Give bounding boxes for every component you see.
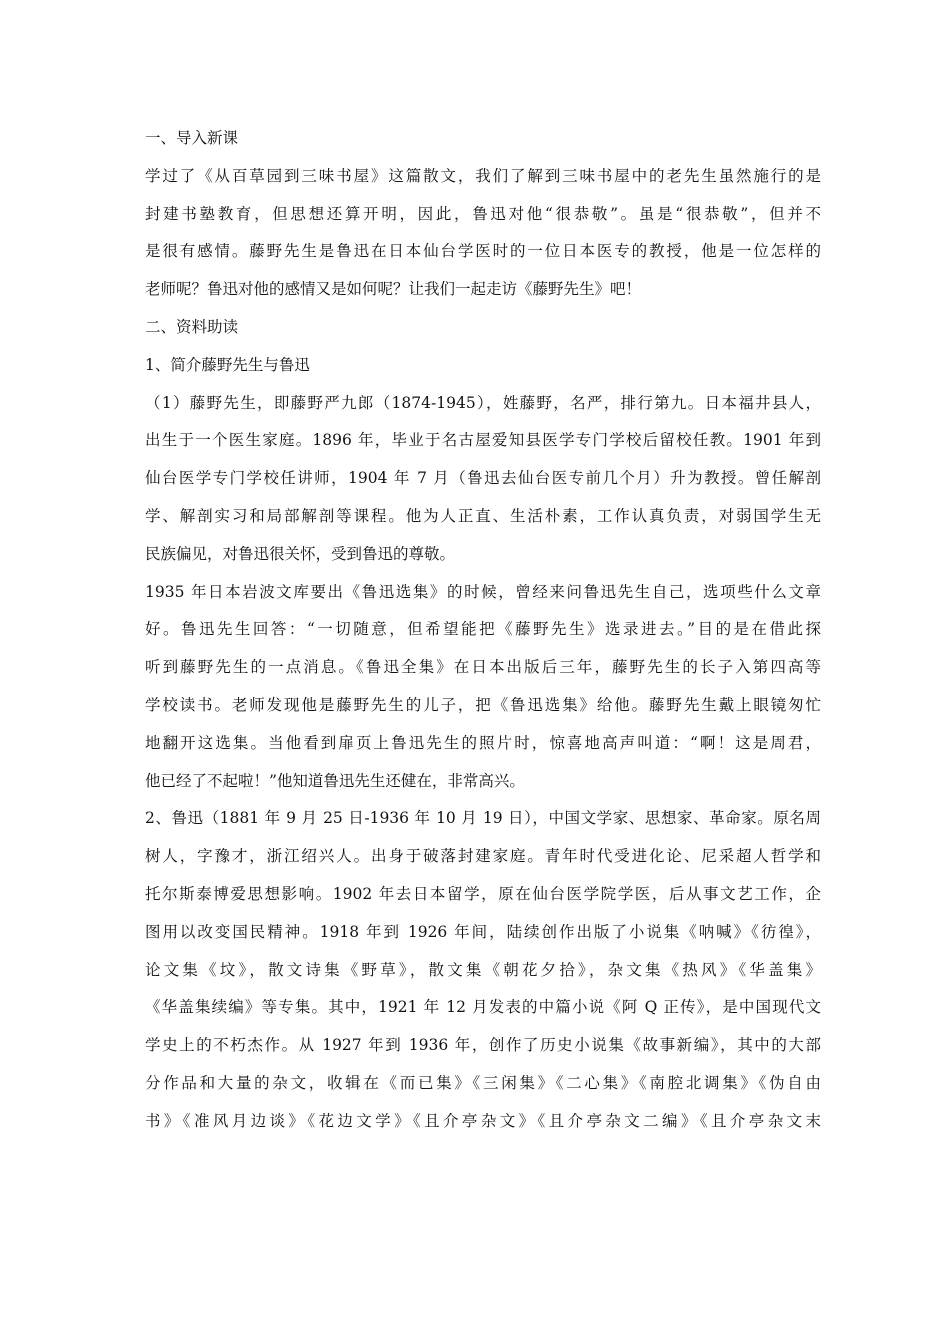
paragraph-line xyxy=(145,460,821,498)
paragraph-line xyxy=(145,385,821,423)
paragraph-line xyxy=(145,763,821,801)
text-line: 树人，字豫才，浙江绍兴人。出身于破落封建家庭。青年时代受进化论、尼采超人哲学和 xyxy=(145,847,821,866)
paragraph-line xyxy=(145,536,821,574)
paragraph-line xyxy=(145,271,821,309)
text-line: 仙台医学专门学校任讲师，1904 年 7 月（鲁迅去仙台医专前几个月）升为教授。曾任解剖 xyxy=(145,469,821,488)
text-line: 封建书塾教育，但思想还算开明，因此，鲁迅对他“很恭敬”。虽是“很恭敬”，但并不 xyxy=(145,204,821,223)
paragraph-line xyxy=(145,1103,821,1141)
text-line: 分作品和大量的杂文，收辑在《而已集》《三闲集》《二心集》《南腔北调集》《伪自由 xyxy=(145,1073,821,1092)
paragraph-line xyxy=(145,233,821,271)
paragraph-line xyxy=(145,574,821,612)
text-line: 地翻开这选集。当他看到扉页上鲁迅先生的照片时，惊喜地高声叫道：“啊！这是周君， xyxy=(145,733,821,752)
text-line: 老师呢？鲁迅对他的感情又是如何呢？让我们一起走访《藤野先生》吧！ xyxy=(145,280,642,299)
paragraph-line xyxy=(145,876,821,914)
text-line: 出生于一个医生家庭。1896 年，毕业于名古屋爱知县医学专门学校后留校任教。1901 年到 xyxy=(145,431,821,450)
text-line: 学校读书。老师发现他是藤野先生的儿子，把《鲁迅选集》给他。藤野先生戴上眼镜匆忙 xyxy=(145,695,821,714)
text-line: 二、资料助读 xyxy=(145,317,239,336)
paragraph-line xyxy=(145,1027,821,1065)
paragraph-line xyxy=(145,800,821,838)
paragraph-line xyxy=(145,838,821,876)
paragraph-line xyxy=(145,914,821,952)
paragraph-line xyxy=(145,1065,821,1103)
text-line: 是很有感情。藤野先生是鲁迅在日本仙台学医时的一位日本医专的教授，他是一位怎样的 xyxy=(145,242,821,261)
text-line: 1、简介藤野先生与鲁迅 xyxy=(145,355,310,374)
subheading-intro-fujino-luxun xyxy=(145,347,821,385)
text-line: 学过了《从百草园到三味书屋》这篇散文，我们了解到三味书屋中的老先生虽然施行的是 xyxy=(145,166,821,185)
text-line: 《华盖集续编》等专集。其中，1921 年 12 月发表的中篇小说《阿 Q 正传》，是中国现代文 xyxy=(145,998,821,1017)
text-line: 民族偏见，对鲁迅很关怀，受到鲁迅的尊敬。 xyxy=(145,544,456,563)
text-line: 1935 年日本岩波文库要出《鲁迅选集》的时候，曾经来问鲁迅先生自己，选项些什么文章 xyxy=(145,582,821,601)
text-line: 2、鲁迅（1881 年 9 月 25 日-1936 年 10 月 19 日），中国文学家、思想家、革命家。原名周 xyxy=(145,809,821,828)
text-line: 图用以改变国民精神。1918 年到 1926 年间，陆续创作出版了小说集《呐喊》《彷徨》， xyxy=(145,922,821,941)
text-line: 好。鲁迅先生回答：“一切随意，但希望能把《藤野先生》选录进去。”目的是在借此探 xyxy=(145,620,821,639)
text-line: 听到藤野先生的一点消息。《鲁迅全集》在日本出版后三年，藤野先生的长子入第四高等 xyxy=(145,658,821,677)
text-line: 托尔斯泰博爱思想影响。1902 年去日本留学，原在仙台医学院学医，后从事文艺工作，企 xyxy=(145,884,821,903)
text-line: 论文集《坟》，散文诗集《野草》，散文集《朝花夕拾》，杂文集《热风》《华盖集》 xyxy=(145,960,821,979)
text-line: （1）藤野先生，即藤野严九郎（1874-1945），姓藤野，名严，排行第九。日本福井县人， xyxy=(145,393,821,412)
text-line: 学史上的不朽杰作。从 1927 年到 1936 年，创作了历史小说集《故事新编》，其中的大部 xyxy=(145,1036,821,1055)
text-line: 他已经了不起啦！”他知道鲁迅先生还健在，非常高兴。 xyxy=(145,771,525,790)
text-line: 书》《准风月边谈》《花边文学》《且介亭杂文》《且介亭杂文二编》《且介亭杂文末 xyxy=(145,1111,821,1130)
paragraph-line xyxy=(145,687,821,725)
paragraph-line xyxy=(145,725,821,763)
paragraph-line xyxy=(145,611,821,649)
paragraph-line xyxy=(145,498,821,536)
document-body xyxy=(145,120,821,1141)
paragraph-line xyxy=(145,158,821,196)
paragraph-line xyxy=(145,422,821,460)
paragraph-line xyxy=(145,196,821,234)
paragraph-line xyxy=(145,989,821,1027)
paragraph-line xyxy=(145,649,821,687)
heading-materials xyxy=(145,309,821,347)
text-line: 一、导入新课 xyxy=(145,129,239,147)
heading-intro xyxy=(145,120,821,158)
text-line: 学、解剖实习和局部解剖等课程。他为人正直、生活朴素，工作认真负责，对弱国学生无 xyxy=(145,506,821,525)
paragraph-line xyxy=(145,952,821,990)
